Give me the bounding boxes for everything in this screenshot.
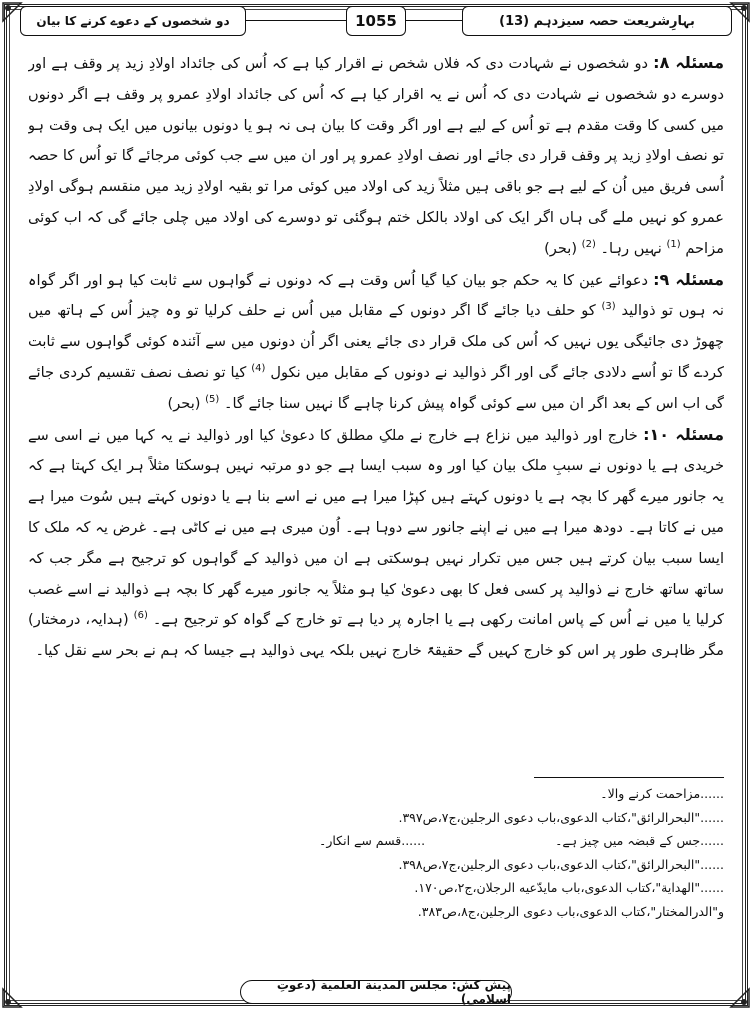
footnote-item: ......مزاحمت کرنے والا۔ — [600, 786, 724, 801]
footnote-item: و"الدرالمختار"،کتاب الدعوی،باب دعوی الرجلین،ج۸،ص۳۸۳. — [417, 903, 724, 919]
footnote-ref[interactable]: (4) — [251, 363, 266, 375]
masala-label: مسئلہ ۱۰: — [643, 424, 724, 444]
paragraph-masala-9 — [28, 265, 724, 420]
page-footer: پیش کش: مجلس المدينة العلمية (دعوتِ اسلامی) — [240, 980, 512, 1004]
footnote-ref[interactable]: (3) — [601, 301, 616, 313]
footnote-ref[interactable]: (1) — [666, 238, 681, 250]
footnote-ref[interactable]: (6) — [133, 610, 148, 622]
paragraph-text: کیا تو نصف نصف تقسیم کردی جائے گی اب اس کے بعد اگر ان میں سے کوئی گواہ پیش کرنا چاہے گا نہیں سنا جائے گا۔ — [28, 363, 724, 412]
corner-ornament-icon — [729, 1, 751, 23]
paragraph-masala-8 — [28, 48, 724, 265]
page-header — [20, 6, 732, 36]
footnote-ref[interactable]: (5) — [205, 393, 220, 405]
footnote-item: ......"الهداية"،کتاب الدعوی،باب مایدّعیه الرجلان،ج۲،ص۱۷۰. — [414, 880, 724, 896]
footnotes — [28, 782, 724, 924]
book-title: بہارِشریعت حصہ سیزدہم (13) — [462, 6, 732, 36]
main-content — [28, 48, 724, 768]
footnote-item: ......جس کے قبضہ میں چیز ہے۔ — [555, 833, 724, 849]
footnote-item: ......"البحرالرائق"،کتاب الدعوی،باب دعوی الرجلین،ج۷،ص۳۹۷. — [398, 809, 724, 825]
paragraph-text: خارج اور ذوالید میں نزاع ہے خارج نے ملکِ مطلق کا دعویٰ کیا اور ذوالید نے یہ کہا میں نے اسی سے خریدی ہے یا دونوں نے سببِ ملک بیان کیا اور وہ سبب ایسا ہے جو دو مرتبہ نہیں ہوسکتا مثلاً ہر ایک کہتا ہے کہ یہ جانور میرے گھر کا بچہ ہے یا دونوں کہتے ہیں کپڑا میرا ہے میں نے اسے بنا ہے یا دونوں کہتے ہیں سُوت میرا ہے میں نے کاتا ہے۔ دودھ میرا ہے میں نے اپنے جانور سے دوہا ہے۔ اُون میری ہے میں نے کاٹی ہے۔ غرض یہ کہ ملک کا ایسا سبب بیان کرتے ہیں جس میں تکرار نہیں ہوسکتی ہے ان میں ذوالید کے گواہوں کو ترجیح ہے مگر جب کہ ساتھ ساتھ خارج نے ذوالید پر کسی فعل کا بھی دعویٰ کیا ہو مثلاً یہ جانور میرے گھر کا بچہ ہے ذوالید نے اسے غصب کرلیا یا میں نے اُس کے پاس امانت رکھی ہے یا اجارہ پر دیا ہے تو خارج کے گواہ کو ترجیح ہے۔ — [28, 426, 724, 629]
paragraph-text: دعوائے عین کا یہ حکم جو بیان کیا گیا اُس وقت ہے کہ دونوں نے گواہوں سے ثابت کیا ہو اور اگر گواہ نہ ہوں تو ذوالید — [28, 271, 724, 320]
footnote-ref[interactable]: (2) — [581, 238, 596, 250]
chapter-title: دو شخصوں کے دعوے کرنے کا بیان — [20, 6, 246, 36]
footnote-pair — [28, 829, 724, 853]
paragraph-text: کو حلف دیا جائے گا اگر دونوں کے مقابل میں اُس نے حلف کرلیا تو وہ چیز اُس کے ہاتھ میں چھوڑ دی جائیگی یوں نہیں کہ اُس کی ملک قرار دی جائے یعنی اگر اُن دونوں میں سے آئندہ کوئی گواہوں سے ثابت کردے گا تو اُسے دلادی جائے گی اور اگر ذوالید نے دونوں کے مقابل میں نکول — [28, 302, 724, 381]
header-divider — [246, 20, 346, 21]
paragraph-text: (ہدایہ، درمختار) مگر ظاہری طور پر اس کو خارج کہیں گے حقیقۃً خارج نہیں بلکہ یہی ذوالید ہے جیسا کہ ہم نے بحر سے نقل کیا۔ — [28, 611, 724, 660]
masala-label: مسئلہ ۹: — [653, 269, 724, 289]
header-divider — [406, 20, 462, 21]
footnote-item: ......قسم سے انکار۔ — [319, 833, 426, 849]
source-citation: (بحر) — [167, 394, 201, 412]
paragraph-masala-10 — [28, 420, 724, 667]
footnote-item: ......"البحرالرائق"،کتاب الدعوی،باب دعوی الرجلین،ج۷،ص۳۹۸. — [398, 856, 724, 872]
paragraph-text: دو شخصوں نے شہادت دی کہ فلاں شخص نے اقرار کیا ہے کہ اُس کی جائداد اولادِ زید پر وقف ہے اور دوسرے دو شخصوں نے شہادت دی کہ اُس نے یہ اقرار کیا ہے کہ اُس کی جائداد اولادِ عمرو پر وقف ہے اگر دونوں میں کسی کا وقت مقدم ہے تو اُس کے لیے ہے اور اگر وقت کا بیان ہی نہ ہو یا دونوں بیانوں میں ایک ہی وقت ہو تو نصف اولادِ زید پر وقف قرار دی جائے اور نصف اولادِ عمرو پر اور ان میں سے جب کوئی مرجائے گا تو اُس کا حصہ اُسی فریق میں اُن کے لیے ہے جو باقی ہیں مثلاً زید کی اولاد میں کوئی مرا تو بقیہ اولادِ زید میں منقسم ہوگی اولادِ عمرو کو نہیں ملے گی ہاں اگر ایک کی اولاد بالکل ختم ہوگئی تو دوسرے کی اولاد میں چلی جائے گی کہ اب کوئی مزاحم — [28, 55, 724, 257]
corner-ornament-icon — [729, 987, 751, 1009]
source-citation: (بحر) — [544, 239, 578, 257]
paragraph-text: نہیں رہا۔ — [600, 239, 662, 257]
masala-label: مسئلہ ۸: — [653, 53, 724, 72]
footnote-rule — [534, 777, 724, 778]
page-number: 1055 — [346, 6, 406, 36]
corner-ornament-icon — [1, 987, 23, 1009]
